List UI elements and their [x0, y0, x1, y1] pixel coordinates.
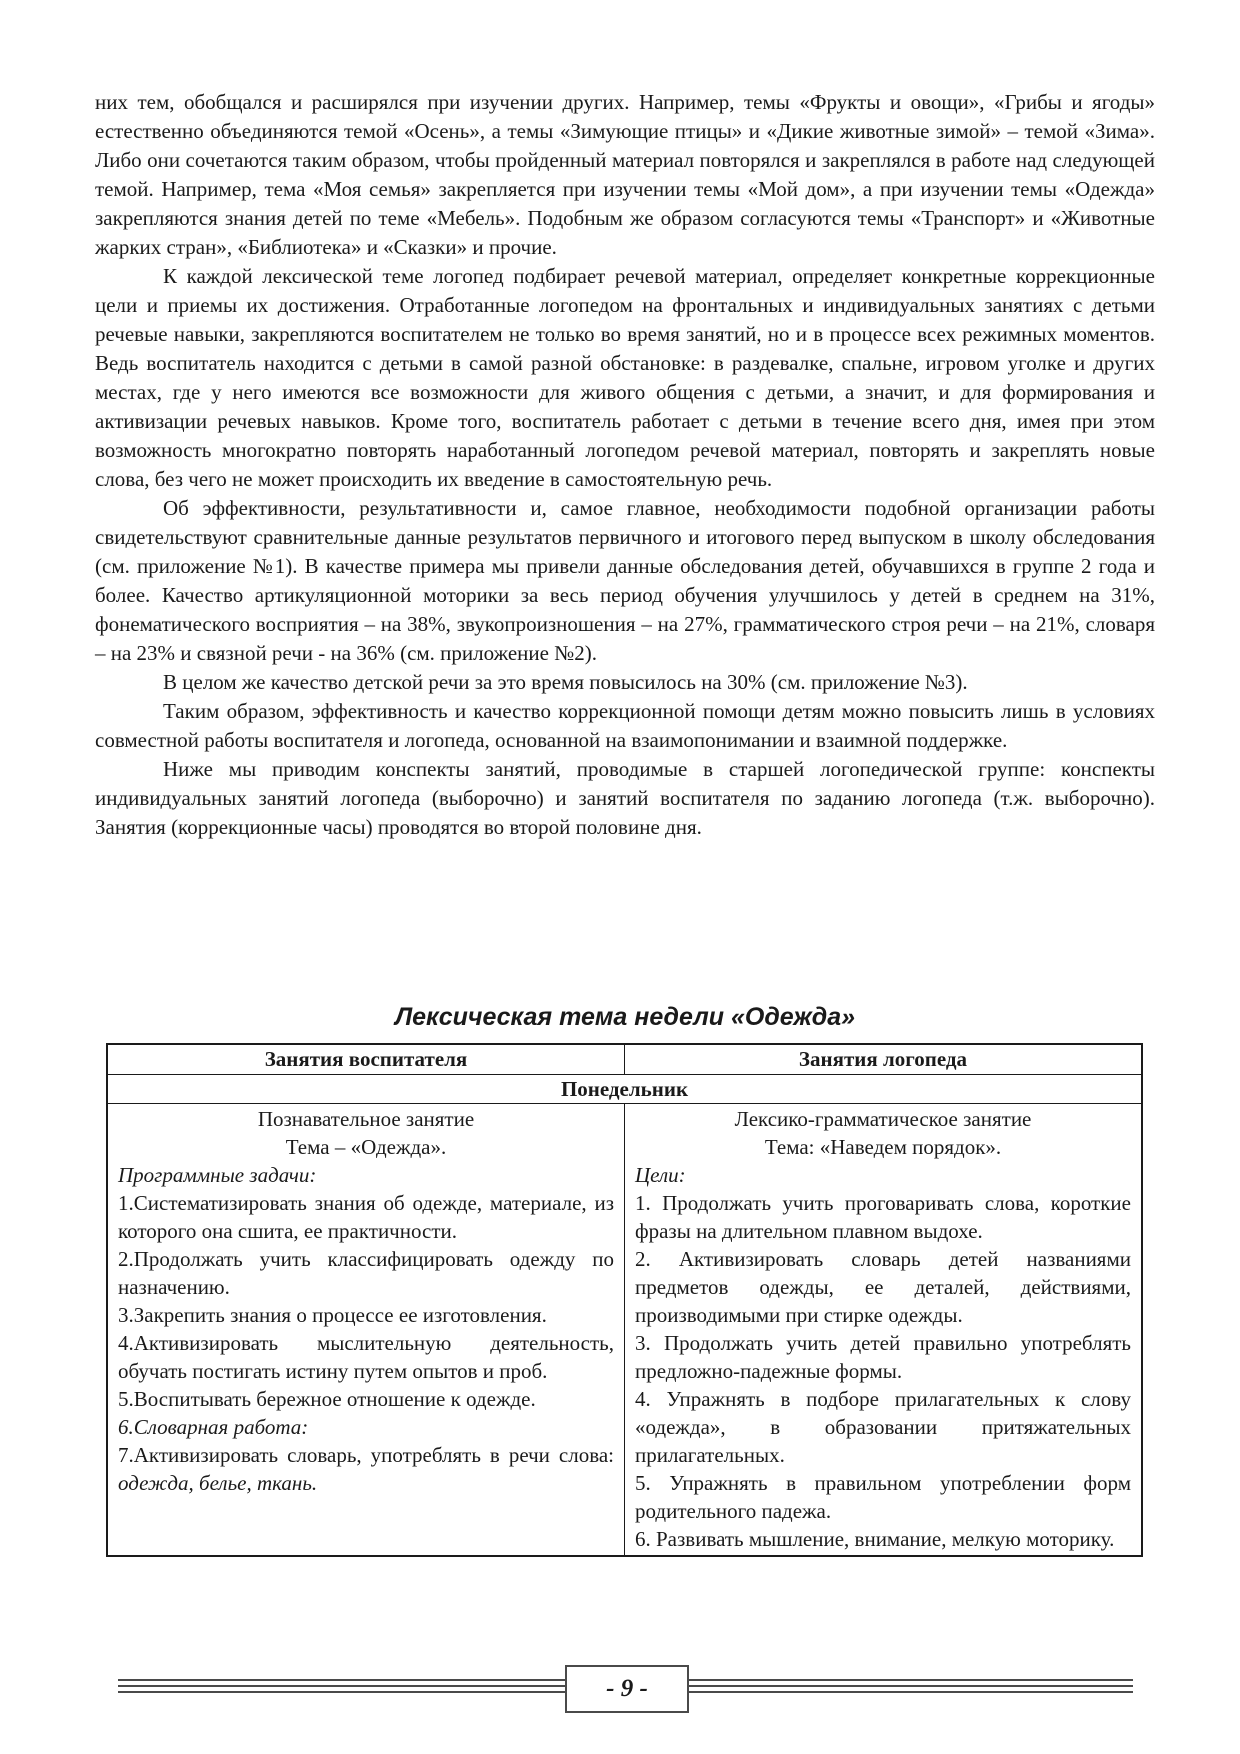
list-item-text: 7.Активизировать словарь, употреблять в речи слова: — [118, 1443, 614, 1467]
paragraph: В целом же качество детской речи за это время повысилось на 30% (см. приложение №3). — [163, 670, 968, 694]
lesson-topic: Тема – «Одежда». — [285, 1135, 447, 1159]
section-title: Лексическая тема недели «Одежда» — [394, 1003, 856, 1031]
paragraph: них тем, обобщался и расширялся при изучении других. Например, темы «Фрукты и овощи», «Грибы и ягоды» естественно объединяются темой «Осень», а темы «Зимующие птицы» и «Дикие животные зимой» – темой «Зима». Либо они сочетаются таким образом, чтобы пройденный материал повторялся и закреплялся в работе над следующей темой. Например, тема «Моя семья» закрепляется при изучении темы «Мой дом», а при изучении темы «Одежда» закрепляются знания детей по теме «Мебель». Подобным же образом согласуются темы «Транспорт» и «Животные жарких стран», «Библиотека» и «Сказки» и прочие. — [95, 90, 1155, 259]
table-header-row — [107, 1044, 1142, 1075]
paragraph: Об эффективности, результативности и, самое главное, необходимости подобной организации работы свидетельствуют сравнительные данные результатов первичного и итогового перед выпуском в школу обследования (см. приложение №1). В качестве примера мы привели данные обследования детей, обучавшихся в группе 2 года и более. Качество артикуляционной моторики за весь период обучения улучшилось у детей в среднем на 31%, фонематического восприятия – на 38%, звукопроизношения – на 27%, грамматического строя речи – на 21%, словаря – на 23% и связной речи - на 36% (см. приложение №2). — [95, 496, 1155, 665]
list-item: 4.Активизировать мыслительную деятельность, обучать постигать истину путем опытов и проб. — [118, 1331, 614, 1383]
column-header-speech-therapist: Занятия логопеда — [625, 1044, 1143, 1075]
list-item: 4. Упражнять в подборе прилагательных к слову «одежда», в образовании притяжательных прилагательных. — [635, 1387, 1131, 1467]
footer-rule — [118, 1685, 565, 1687]
vocabulary-heading: 6.Словарная работа: — [118, 1415, 309, 1439]
paragraph: Ниже мы приводим конспекты занятий, проводимые в старшей логопедической группе: конспекты индивидуальных занятий логопеда (выборочно) и занятий воспитателя по заданию логопеда (т.ж. выборочно). Занятия (коррекционные часы) проводятся во второй половине дня. — [95, 757, 1155, 839]
page-number: - 9 - — [565, 1665, 689, 1713]
goals-heading: Цели: — [635, 1163, 686, 1187]
list-item: 1. Продолжать учить проговаривать слова, короткие фразы на длительном плавном выдохе. — [635, 1191, 1131, 1243]
footer-rule — [689, 1685, 1133, 1687]
list-item: 1.Систематизировать знания об одежде, материале, из которого она сшита, ее практичности. — [118, 1191, 614, 1243]
column-header-educator: Занятия воспитателя — [107, 1044, 625, 1075]
list-item: 5. Упражнять в правильном употреблении форм родительного падежа. — [635, 1471, 1131, 1523]
footer-rule — [689, 1679, 1133, 1681]
footer-rule — [689, 1691, 1133, 1693]
vocabulary-words: одежда, белье, ткань. — [118, 1471, 318, 1495]
lesson-type: Познавательное занятие — [257, 1107, 475, 1131]
footer-rule — [118, 1679, 565, 1681]
list-item — [118, 1441, 614, 1497]
paragraph: Таким образом, эффективность и качество коррекционной помощи детям можно повысить лишь в условиях совместной работы воспитателя и логопеда, основанной на взаимопонимании и взаимной поддержке. — [95, 699, 1155, 752]
page-footer — [118, 1665, 1133, 1713]
lesson-row — [107, 1104, 1142, 1557]
tasks-heading: Программные задачи: — [118, 1163, 317, 1187]
list-item: 2.Продолжать учить классифицировать одежду по назначению. — [118, 1247, 614, 1299]
educator-lesson-cell — [107, 1104, 625, 1557]
list-item: 2. Активизировать словарь детей названиями предметов одежды, ее деталей, действиями, производимыми при стирке одежды. — [635, 1247, 1131, 1327]
body-text — [95, 88, 1155, 842]
lesson-table — [106, 1043, 1143, 1557]
list-item: 6. Развивать мышление, внимание, мелкую моторику. — [635, 1527, 1115, 1551]
paragraph: К каждой лексической теме логопед подбирает речевой материал, определяет конкретные коррекционные цели и приемы их достижения. Отработанные логопедом на фронтальных и индивидуальных занятиях с детьми речевые навыки, закрепляются воспитателем не только во время занятий, но и в процессе всех режимных моментов. Ведь воспитатель находится с детьми в самой разной обстановке: в раздевалке, спальне, игровом уголке и других местах, где у него имеются все возможности для живого общения с детьми, а значит, и для формирования и активизации речевых навыков. Кроме того, воспитатель работает с детьми в течение всего дня, имея при этом возможность многократно повторять наработанный логопедом речевой материал, повторять и закреплять новые слова, без чего не может происходить их введение в самостоятельную речь. — [95, 264, 1155, 491]
speech-therapist-lesson-cell — [625, 1104, 1143, 1557]
list-item: 3. Продолжать учить детей правильно употреблять предложно-падежные формы. — [635, 1331, 1131, 1383]
lesson-type: Лексико-грамматическое занятие — [734, 1107, 1032, 1131]
day-row — [107, 1075, 1142, 1104]
list-item: 5.Воспитывать бережное отношение к одежде. — [118, 1387, 536, 1411]
footer-rule — [118, 1691, 565, 1693]
list-item: 3.Закрепить знания о процессе ее изготовления. — [118, 1303, 547, 1327]
day-label: Понедельник — [107, 1075, 1142, 1104]
lesson-topic: Тема: «Наведем порядок». — [764, 1135, 1002, 1159]
